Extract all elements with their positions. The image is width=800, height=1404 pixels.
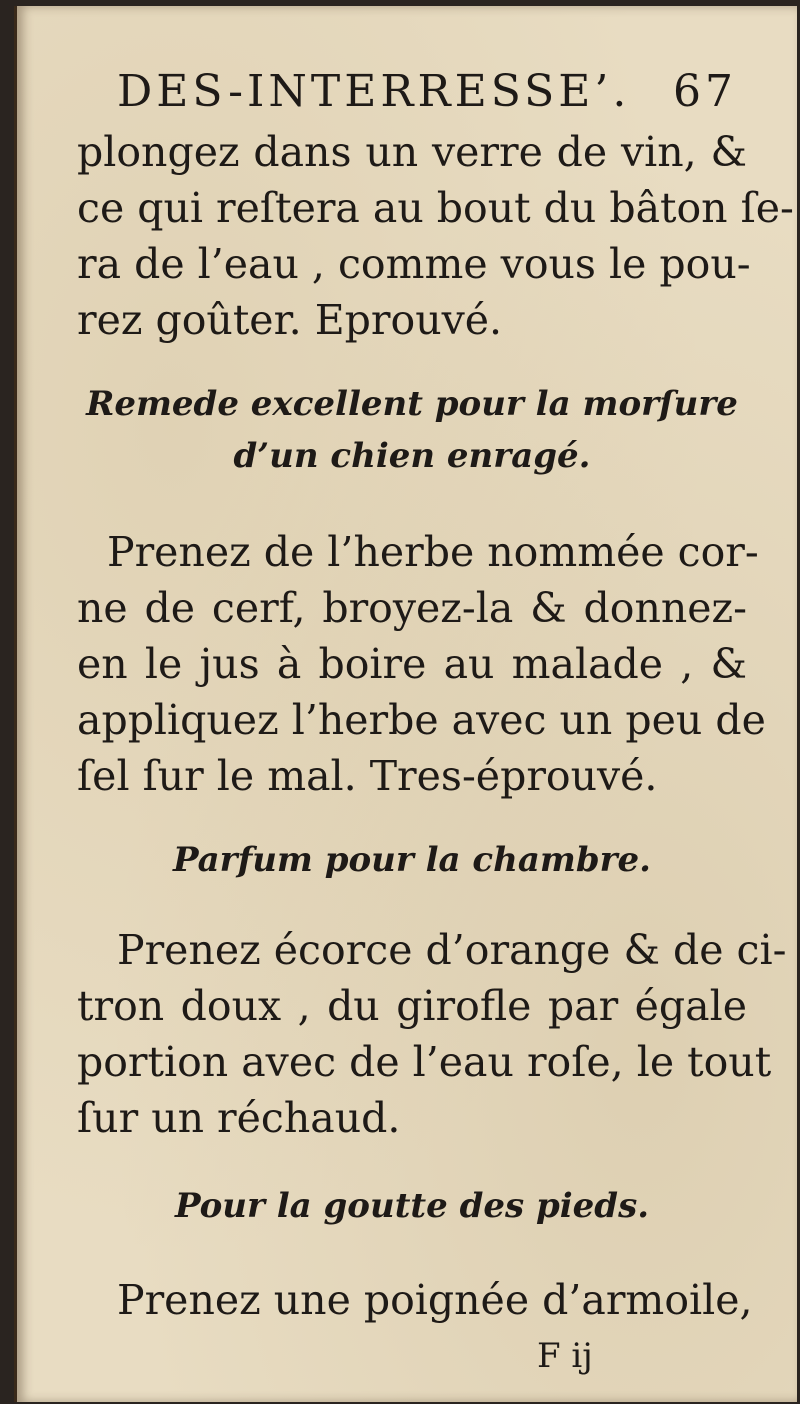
text-line: ra de l’eau , comme vous le pou-: [77, 240, 751, 288]
text-line: Prenez écorce d’orange & de ci-: [117, 926, 787, 974]
text-line: rez goûter. Eprouvé.: [77, 296, 503, 344]
section-heading: Remede excellent pour la morſure: [86, 384, 738, 424]
section-heading: Pour la goutte des pieds.: [174, 1186, 650, 1226]
page-number: 67: [673, 66, 737, 117]
running-header: [117, 66, 737, 117]
text-line: Prenez de l’herbe nommée cor-: [107, 528, 759, 576]
text-line: en le jus à boire au malade , &: [77, 640, 747, 688]
section-heading: d’un chien enragé.: [233, 436, 591, 476]
running-title: DES-INTERRESSE’.: [117, 66, 631, 117]
text-line: tron doux , du girofle par égale: [77, 982, 747, 1030]
text-line: Prenez une poignée d’armoile,: [117, 1276, 753, 1324]
text-line: ce qui reſtera au bout du bâton ſe-: [77, 184, 794, 232]
text-line: ſel ſur le mal. Tres-éprouvé.: [77, 752, 658, 800]
book-page: [14, 6, 797, 1402]
section-heading: Parfum pour la chambre.: [172, 840, 652, 880]
text-line: ſur un réchaud.: [77, 1094, 401, 1142]
signature-mark: F ij: [537, 1336, 593, 1376]
text-line: plongez dans un verre de vin, &: [77, 128, 747, 176]
text-line: ne de cerf, broyez-la & donnez-: [77, 584, 747, 632]
text-line: appliquez l’herbe avec un peu de: [77, 696, 766, 744]
text-line: portion avec de l’eau roſe, le tout: [77, 1038, 772, 1086]
